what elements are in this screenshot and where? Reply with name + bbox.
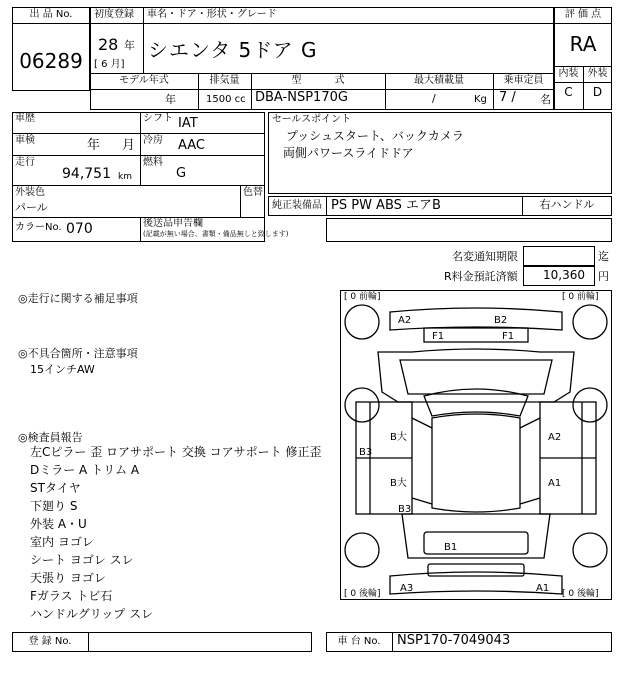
name-change-label: 名変通知期限 xyxy=(452,250,518,263)
car-name: シエンタ 5ドア G xyxy=(148,38,318,62)
year-unit: 年 xyxy=(124,39,135,52)
shift-label: シフト xyxy=(143,113,173,124)
bl-wheel-label: [ 0 後輪] xyxy=(344,589,381,599)
docs-note: (記載が無い場合、書類・備品無しと致します) xyxy=(143,230,289,238)
color-no-label: カラーNo. xyxy=(15,222,62,233)
report-line: Fガラス トビ石 xyxy=(30,589,113,603)
displacement-value: 1500 cc xyxy=(206,94,246,105)
report-line: 左Cピラー 歪 ロアサポート 交換 コアサポート 修正歪 xyxy=(30,445,322,459)
name-change-field xyxy=(523,246,595,266)
model-year-unit: 年 xyxy=(165,93,176,106)
mark-b1-rear: B1 xyxy=(444,542,458,553)
sales-point-line-2: 両側パワースライドドア xyxy=(283,146,414,160)
lot-label: 出 品 No. xyxy=(29,9,73,20)
max-load-unit: Kg xyxy=(474,94,487,105)
chassis-no-value: NSP170-7049043 xyxy=(397,633,511,648)
inspection-month-unit: 月 xyxy=(122,138,136,153)
color-no-value: 070 xyxy=(66,221,93,237)
mark-b-large-1: B大 xyxy=(390,432,407,443)
front-left-wheel xyxy=(345,305,379,339)
first-reg-year: 28 xyxy=(98,35,119,54)
exterior-label: 外装 xyxy=(587,68,608,79)
mark-a2-front: A2 xyxy=(398,315,412,326)
mid-right-wheel xyxy=(573,388,607,422)
rear-window xyxy=(424,532,528,554)
front-bumper xyxy=(390,308,562,330)
mark-a3-rear: A3 xyxy=(400,583,414,594)
recycle-fee-label: R料金預託済額 xyxy=(444,270,518,283)
interior-grade: C xyxy=(564,85,573,99)
displacement-label: 排気量 xyxy=(209,75,240,86)
equipment-label: 純正装備品 xyxy=(272,200,322,211)
first-reg-month: [ 6 月] xyxy=(94,59,125,70)
rear-right-wheel-upper xyxy=(573,533,607,567)
model-type-label: 型 式 xyxy=(291,75,345,86)
score-label: 評 価 点 xyxy=(564,9,602,20)
registration-no-label: 登 録 No. xyxy=(28,636,72,647)
report-line: シート ヨゴレ スレ xyxy=(30,553,134,567)
exterior-color-value: パール xyxy=(15,201,48,214)
front-right-wheel xyxy=(573,305,607,339)
shift-value: IAT xyxy=(178,116,198,131)
capacity-unit: 名 xyxy=(540,93,551,106)
name-change-unit: 迄 xyxy=(598,250,609,263)
first-registration-label: 初度登録 xyxy=(94,9,134,20)
report-line: Dミラー A トリム A xyxy=(30,463,140,477)
mark-f1-left: F1 xyxy=(432,331,445,342)
tl-wheel-label: [ 0 前輪] xyxy=(344,292,381,302)
exterior-grade: D xyxy=(592,85,603,99)
repaint-label: 色替 xyxy=(243,187,263,198)
mark-a1-right: A1 xyxy=(548,478,562,489)
recycle-fee-value: 10,360 xyxy=(543,268,585,282)
equipment-value: PS PW ABS エアB xyxy=(331,198,441,213)
chassis-no-label: 車 台 No. xyxy=(337,636,381,647)
exterior-color-label: 外装色 xyxy=(15,187,45,198)
interior-label: 内装 xyxy=(558,68,579,79)
mark-b3-lower: B3 xyxy=(398,504,412,515)
mark-b2-front: B2 xyxy=(494,315,508,326)
sales-point-line-1: プッシュスタート、バックカメラ xyxy=(286,129,464,143)
capacity-value: 7 / xyxy=(499,90,516,105)
fuel-value: G xyxy=(176,166,187,181)
max-load-sep: / xyxy=(432,92,436,105)
inspection-label: 車検 xyxy=(15,135,35,146)
history-label: 車歴 xyxy=(15,113,35,124)
mark-b3-left: B3 xyxy=(359,447,373,458)
defects-header: ◎不具合箇所・注意事項 xyxy=(18,347,138,360)
br-wheel-label: [ 0 後輪] xyxy=(562,589,599,599)
report-line: STタイヤ xyxy=(30,481,81,495)
model-year-label: モデル年式 xyxy=(119,75,169,86)
ac-label: 冷房 xyxy=(143,135,163,146)
inspector-report-header: ◎検査員報告 xyxy=(18,431,83,444)
car-damage-diagram xyxy=(340,290,612,600)
mileage-unit: km xyxy=(118,172,132,182)
mark-a1-rear: A1 xyxy=(536,583,550,594)
steering-side: 右ハンドル xyxy=(539,198,595,211)
inspection-year-unit: 年 xyxy=(87,138,101,153)
ac-value: AAC xyxy=(178,138,205,153)
defects-line: 15インチAW xyxy=(30,363,95,376)
report-line: 天張り ヨゴレ xyxy=(30,571,106,585)
capacity-label: 乗車定員 xyxy=(503,75,544,86)
extra-box xyxy=(326,218,612,242)
tr-wheel-label: [ 0 前輪] xyxy=(562,292,599,302)
mileage-label: 走行 xyxy=(15,157,35,168)
report-line: 室内 ヨゴレ xyxy=(30,535,94,549)
fuel-label: 燃料 xyxy=(143,157,163,168)
car-name-label: 車名・ドア・形状・グレード xyxy=(147,9,277,20)
report-line: 外装 A・U xyxy=(30,517,87,531)
driving-notes-header: ◎走行に関する補足事項 xyxy=(18,292,138,305)
lot-number: 06289 xyxy=(19,49,83,73)
rear-left-wheel-upper xyxy=(345,533,379,567)
mark-a2-right: A2 xyxy=(548,432,562,443)
mileage-value: 94,751 xyxy=(62,166,111,182)
max-load-label: 最大積載量 xyxy=(414,75,464,86)
docs-label: 後送品申告欄 xyxy=(143,218,203,229)
sales-points-label: セールスポイント xyxy=(272,114,352,125)
mid-left-wheel xyxy=(345,388,379,422)
report-line: 下廻り S xyxy=(30,499,78,513)
mark-b-large-2: B大 xyxy=(390,478,407,489)
score-value: RA xyxy=(569,32,597,56)
roof xyxy=(432,414,520,512)
mark-f1-right: F1 xyxy=(502,331,515,342)
report-line: ハンドルグリップ スレ xyxy=(30,607,154,621)
recycle-fee-unit: 円 xyxy=(598,270,609,283)
model-code: DBA-NSP170G xyxy=(255,90,348,105)
